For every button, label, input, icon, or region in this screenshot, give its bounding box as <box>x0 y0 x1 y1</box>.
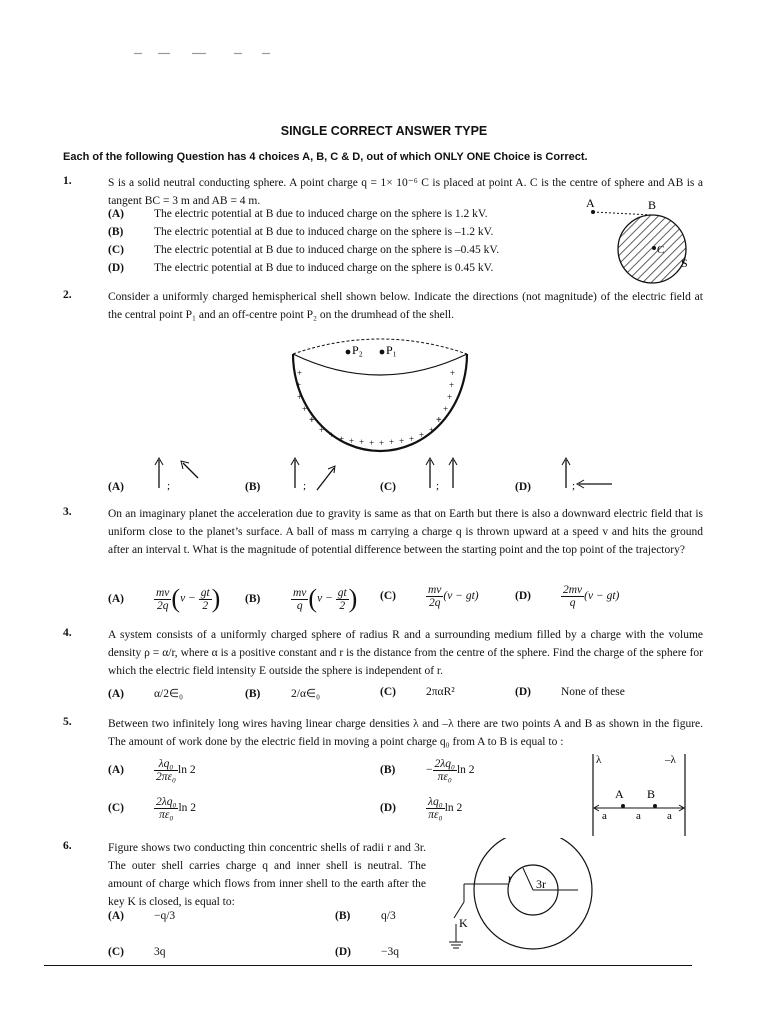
svg-text:;: ; <box>167 480 171 492</box>
outer-radius-label: 3r <box>536 877 546 891</box>
faint-header-marks <box>134 46 274 49</box>
lambda-label: λ <box>596 754 602 766</box>
svg-text:+: + <box>443 404 449 414</box>
q2-option-c-arrows-icon <box>421 456 481 496</box>
q6-option-c[interactable]: (C) 3q <box>108 946 166 958</box>
q2-option-d[interactable]: (D) <box>515 481 531 493</box>
svg-text:+: + <box>436 415 442 426</box>
q3-option-a[interactable]: (A) $\frac{mv}{2q}$ (v − $\frac{gt}{2}$ ) <box>108 584 221 613</box>
q5-option-a[interactable]: (A) $\frac{\text{λq₀}}{\text{2πε₀}}$ ln 2 <box>108 758 196 783</box>
q1-option-b[interactable]: (B) The electric potential at B due to induced charge on the sphere is –1.2 kV. <box>108 226 494 238</box>
svg-text:+: + <box>359 437 365 447</box>
svg-text:+: + <box>296 380 302 390</box>
q6-text: Figure shows two conducting thin concentric shells of radii r and 3r. The outer shell carries charge q and inner shell is neutral. The amount of charge which flows from inner shell to the earth after the key K is closed, is equal to: <box>108 842 426 908</box>
svg-text:+: + <box>319 425 325 435</box>
svg-text:a: a <box>636 810 641 822</box>
q5-text: Between two infinitely long wires having linear charge densities λ and –λ there are two points A and B as shown in the figure. The amount of work done by the electric field in moving a point charge q₀ from A to B is equal to : <box>108 718 703 748</box>
svg-text:+: + <box>409 434 415 444</box>
q2-option-c[interactable]: (C) <box>380 481 396 493</box>
svg-text:+: + <box>349 436 355 446</box>
q2-option-a[interactable]: (A) <box>108 481 124 493</box>
page-bottom-rule <box>44 965 692 966</box>
q4-text: A system consists of a uniformly charged sphere of radius R and a surrounding medium filled by a charge with the volume density ρ = α/r, where α is a positive constant and r is the distance from the centre of the sphere. Find the charge of the sphere for which the electric field intensity E outside the sphere is independent of r. <box>108 629 703 677</box>
inner-radius-label: r <box>508 871 512 885</box>
concentric-shells-figure <box>438 838 598 958</box>
svg-text:a: a <box>667 810 672 822</box>
hemispherical-shell-figure <box>285 330 485 460</box>
q5-number: 5. <box>63 716 72 728</box>
point-c-label: C <box>657 244 665 256</box>
q1-option-c[interactable]: (C) The electric potential at B due to induced charge on the sphere is –0.45 kV. <box>108 244 500 256</box>
svg-text:+: + <box>302 404 308 414</box>
q2-option-a-arrows-icon <box>150 456 210 496</box>
q3-option-c[interactable]: (C) $\frac{mv}{2q}$ (v − gt) <box>380 584 479 609</box>
tangent-line <box>593 212 652 215</box>
svg-text:+: + <box>389 437 395 447</box>
svg-text:+: + <box>379 438 385 448</box>
svg-text:+: + <box>339 434 345 444</box>
svg-text:;: ; <box>572 480 576 492</box>
q4-number: 4. <box>63 627 72 639</box>
q2-option-d-arrows-icon <box>557 456 617 496</box>
svg-text:a: a <box>602 810 607 822</box>
svg-text:+: + <box>329 430 335 440</box>
svg-text:;: ; <box>303 480 307 492</box>
p2-label: P₂ <box>352 343 363 357</box>
instructions: Each of the following Question has 4 choices A, B, C & D, out of which ONLY ONE Choice is Correct. <box>63 151 588 163</box>
svg-text:;: ; <box>436 480 440 492</box>
svg-text:+: + <box>429 425 435 435</box>
q4-option-d[interactable]: (D) None of these <box>515 686 625 698</box>
q2-option-b[interactable]: (B) <box>245 481 261 493</box>
svg-text:+: + <box>399 436 405 446</box>
q3-text: On an imaginary planet the acceleration due to gravity is same as that on Earth but there is also a downward electric field that is uniform close to the planet’s surface. A ball of mass m carrying a charge q is thrown upward at a speed v and hits the ground after an interval t. What is the magnitude of potential difference between the starting point and the top point of the trajectory? <box>108 508 703 556</box>
q1-sphere-figure <box>580 192 700 292</box>
q1-option-d[interactable]: (D) The electric potential at B due to induced charge on the sphere is 0.45 kV. <box>108 262 494 274</box>
q6-option-d[interactable]: (D) −3q <box>335 946 399 958</box>
svg-text:+: + <box>297 368 303 378</box>
q2-number: 2. <box>63 289 72 301</box>
svg-text:+: + <box>449 380 455 390</box>
q5-option-d[interactable]: (D) $\frac{\text{λq₀}}{\text{πε₀}}$ ln 2 <box>380 796 463 821</box>
q5-option-c[interactable]: (C) $\frac{\text{2λq₀}}{\text{πε₀}}$ ln 2 <box>108 796 197 821</box>
q4-option-c[interactable]: (C) 2παR² <box>380 686 455 698</box>
neg-lambda-label: –λ <box>665 754 676 766</box>
sphere-s-label: S <box>681 256 688 270</box>
q5-option-b[interactable]: (B) − $\frac{\text{2λq₀}}{\text{πε₀}}$ ln 2 <box>380 758 475 783</box>
q1-text: S is a solid neutral conducting sphere. A point charge q = 1× 10⁻⁶ C is placed at point A. C is the centre of sphere and AB is a tangent BC = 3 m and AB = 4 m. <box>108 177 703 207</box>
q3-option-d[interactable]: (D) $\frac{2mv}{q}$ (v − gt) <box>515 584 620 609</box>
q6-number: 6. <box>63 840 72 852</box>
svg-text:+: + <box>297 392 303 402</box>
q2-option-b-arrows-icon <box>286 456 346 496</box>
point-b-label: B <box>647 787 656 801</box>
point-b-label: B <box>648 198 657 212</box>
point-a-label: A <box>615 787 624 801</box>
q3-option-b[interactable]: (B) $\frac{mv}{q}$ (v − $\frac{gt}{2}$ ) <box>245 584 358 613</box>
svg-text:+: + <box>450 368 456 378</box>
key-k-label: K <box>459 916 468 930</box>
q4-option-a[interactable]: (A) α/2∈₀ <box>108 688 183 700</box>
q4-option-b[interactable]: (B) 2/α∈₀ <box>245 688 320 700</box>
svg-text:+: + <box>419 430 425 440</box>
two-wires-figure <box>585 748 695 838</box>
svg-text:+: + <box>369 438 375 448</box>
q1-option-a[interactable]: (A) The electric potential at B due to induced charge on the sphere is 1.2 kV. <box>108 208 488 220</box>
q2-text: Consider a uniformly charged hemispherical shell shown below. Indicate the directions (not magnitude) of the electric field at the central point P₁ and an off-centre point P₂ on the drumhead of the shell. <box>108 291 703 321</box>
p1-label: P₁ <box>386 343 397 357</box>
svg-text:+: + <box>447 392 453 402</box>
q6-option-a[interactable]: (A) −q/3 <box>108 910 176 922</box>
solid-sphere <box>618 215 686 283</box>
q1-number: 1. <box>63 175 72 187</box>
section-heading: SINGLE CORRECT ANSWER TYPE <box>280 124 488 138</box>
svg-text:+: + <box>309 415 315 426</box>
q3-number: 3. <box>63 506 72 518</box>
point-a-label: A <box>586 196 595 210</box>
q6-option-b[interactable]: (B) q/3 <box>335 910 396 922</box>
